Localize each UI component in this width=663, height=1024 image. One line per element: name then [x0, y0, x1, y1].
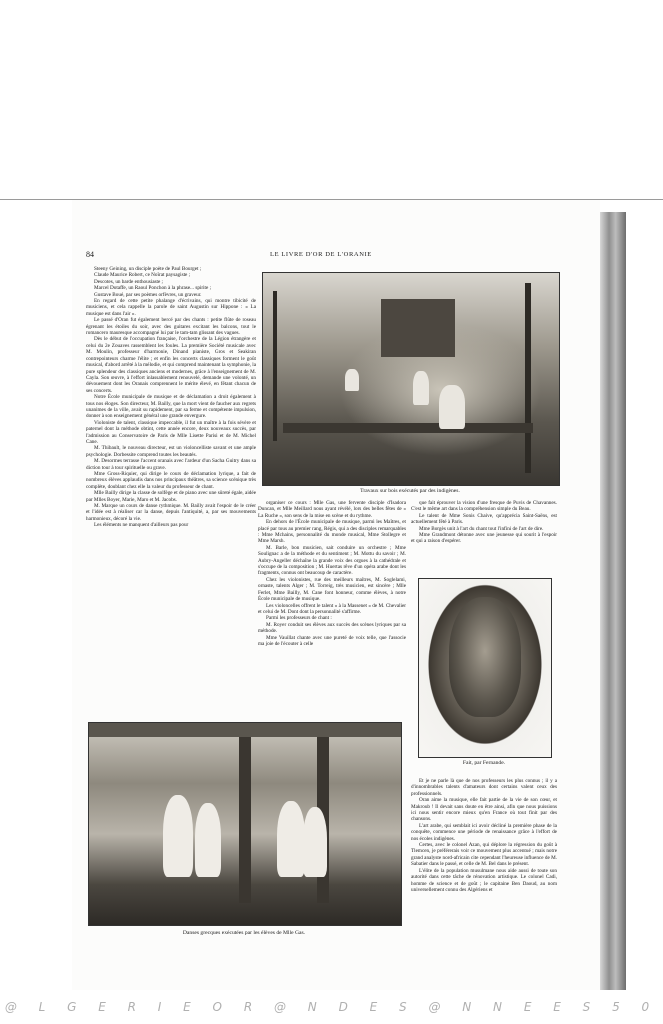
paragraph: L'élite de la population musulmane nous aide aussi de toute son autorité dans cette tâche de rénovation artistique. Le colonel Cadi, homme de science et de goût ; le capitaine Ben Daoud, au nom universellement connu des Algériens et	[411, 867, 557, 893]
photo-greek-dances	[88, 722, 402, 926]
paragraph: Mme Vauillat chante avec une pureté de voix telle, que l'associe ma joie de l'écouter à celle	[258, 634, 406, 647]
photo-detail	[163, 795, 193, 877]
paragraph: M. Royer conduit ses élèves aux succès des scènes lyriques par sa méthode.	[258, 621, 406, 635]
paragraph: L'art arabe, qui semblait ici avoir décliné la première phase de la conquête, commence une période de renaissance grâce à l'effort de nos écoles indigènes.	[411, 822, 557, 842]
photo-caption: Danses grecques exécutées par les élèves de Mlle Gas.	[182, 930, 306, 936]
paragraph: Les éléments ne manquent d'ailleurs pas pour	[94, 522, 189, 529]
paragraph: Mme Borgès unit à l'art du chant tout l'infini de l'art de dire.	[419, 525, 544, 532]
photo-detail	[439, 385, 465, 429]
photo-detail	[239, 733, 251, 903]
text-column-right-top	[411, 500, 557, 572]
text-column-right-bottom	[411, 778, 557, 978]
paragraph: Chez les violonistes, rue des meilleurs maîtres, M. Soglelami, ornaste, talents Alger ; M. Torreig, très musicien, est sincère ; Mlle Ferlet, Mme Bailly, M. Cane font honneur, comme élèves, à notre École municipale de musique.	[258, 576, 406, 603]
photo-caption: Travaux sur bois exécutés par des indigènes.	[360, 488, 460, 494]
paragraph: Marcel Dotaffe, un Raoul Ponchon à la phrase... spirite ;	[94, 285, 212, 292]
paragraph: Descotes, un barde enthousiaste ;	[94, 278, 164, 285]
photo-detail	[195, 803, 221, 877]
text-column-left	[86, 266, 256, 728]
watermark-footer: @ L G E R I E O R @ N D E S @ N N E E S 5 0	[4, 1000, 659, 1014]
photo-detail	[413, 371, 429, 405]
photo-detail	[345, 369, 359, 391]
text-column-middle	[258, 500, 406, 730]
paragraph: Certes, avec le colonel Azan, qui déplore la régression du goût à Tlemcen, je préférerais voir ce mouvement plus accentué ; mais notre grand analyste nord-africain cite cependant l'heureuse influence de M. Sabatier dans le passé, et celle de M. Bel dans le présent.	[411, 842, 557, 868]
running-title: LE LIVRE D'OR DE L'ORANIE	[270, 251, 372, 258]
photo-woodwork-workshop	[262, 272, 560, 486]
paragraph: Les violoncelles offrent le talent « à la Massenet » de M. Chevalier et celui de M. Dont dont la personnalité s'affirme.	[258, 602, 406, 615]
photo-portrait	[418, 578, 552, 758]
photo-detail	[273, 291, 277, 441]
paragraph: Et je ne parle là que de nos professeurs les plus connus ; il y a d'innombrables talents d'amateurs dont certains valent ceux des professionnels.	[411, 778, 557, 797]
paragraph: M. Thibault, le nouveau directeur, est un violoncelliste savant et une ample psychologie. Dorbessite comprend toutes les beautés.	[86, 445, 256, 458]
paragraph: En dehors de l'École municipale de musique, parmi les Maîtres, et placé par tous au premier rang, Régis, qui a des disciples remarquables : Mme Mchains, personnalité du monde musical, Mme Stollegre et Mme Marsh.	[258, 519, 406, 545]
paragraph: En regard de cette petite phalange d'écrivains, qui montre tibicité de musiciens, et cela rappelle la parole de saint Augustin sur Hippone : « La musique est dans l'air ».	[86, 298, 256, 317]
photo-caption: Fait, par Fernande.	[462, 760, 506, 766]
paragraph: Dès le début de l'occupation française, l'orchestre de la Légion étrangère et celui du 2e Zouaves rassemblent les foules. La première Société musicale avec M. Moulin, professeur d'harmonie, Dinand pianiste, Gros et Seakiran contrepointeurs charme l'élite ; et enfin les concerts classiques forment le goût musical, d'abord arrêté à la mélodie, et qui comprend maintenant la symphonie, la pure splendeur des classiques anciens et modernes, grâce à l'enseignement de M. Cayla. Son œuvre, à l'effort inlassablement renouvelé, demande une volonté, un dévouement dont les Oranais comprennent le mérite élevé, en fêtant chacun de ses concerts.	[86, 336, 256, 394]
paragraph: Gustave Boué, par ses poèmes orfèvres, un graveur.	[94, 291, 202, 298]
paragraph: Oran aime la musique, elle fait partie de la vie de son cœur, et Makroub ! Il devait sans doute en être ainsi, afin que nous puissions ici nous sentir encore mieux qu'en France où tout finit par des chansons.	[411, 797, 557, 823]
paragraph: que fait éprouver la vision d'une fresque de Puvis de Chavannes. C'est le même art dans la compréhension simple du Beau.	[411, 500, 557, 513]
page-number: 84	[86, 250, 94, 259]
paragraph: Claude Maurice Robert, ce Noîrat paysagiste ;	[94, 272, 191, 279]
photo-detail	[89, 723, 401, 737]
paragraph: Mme Grandmont détonne avec une jeunesse qui sourit à l'espoir et qui a raison d'espérer.	[411, 532, 557, 545]
book-binding-shadow	[600, 212, 626, 990]
photo-detail	[525, 283, 531, 473]
photo-detail	[381, 299, 455, 357]
paragraph: Steeny Geining, un disciple poète de Paul Bourget ;	[94, 266, 202, 272]
paragraph: Mme Gross-Riquier, qui dirige le cours de déclamation lyrique, a fait de nombreux élèves applaudis dans nos principaux théâtres, sa science scénique très complète, doublant chez elle la valeur du professeur de chant.	[86, 471, 256, 490]
paragraph: Le talent de Mme Sonis Chaive, qu'apprécia Saint-Saëns, est actuellement fêté à Paris.	[411, 512, 557, 526]
photo-detail	[277, 801, 305, 877]
paragraph: Mlle Bailly dirige la classe de solfège et de piano avec une sûreté égale, aidée par Mlles Boyer, Marie, Maro et M. Jacobs.	[86, 490, 256, 503]
paragraph: organiser ce cours : Mlle Gas, une fervente disciple d'Isadora Duncan, et Mlle Meillard nous ayant révélé, lors des belles fêtes de « La Ruche », son sens de la mise en scène et du rythme.	[258, 500, 406, 519]
paragraph: Violoniste de talent, classique impeccable, il fut un maître à la fois sévère et paternel dont la méthode obtint, cette année encore, deux nouveaux succès, par l'admission au Conservatoire de Paris de Mlle Lisette Parisi et de M. Michel Cane.	[86, 419, 256, 445]
paragraph: M. Marque un cours de danse rythmique. M. Bailly avait l'espoir de le créer et l'idée est à réaliser car la danse, depuis l'antiquité, a, par ses mouvements harmonieux, décoré la vie.	[86, 503, 256, 522]
paragraph: M. Desormes terrasse l'accent oranais avec l'ardeur d'un Sacha Guitry dans sa diction tour à tour spirituelle ou grave.	[86, 458, 256, 471]
paragraph: M. Barle, bon musicien, sait conduire un orchestre ; Mme Soulignac a de la méthode et du sentiment ; M. Mottu du savoir ; M. Aubry-Angeller déchaîne la grande voix des orgues à la cathédrale et s'occupe de la composition ; M. Huertas rêve d'un opéra arabe dont les fragments, connus ont beaucoup de caractère.	[258, 544, 406, 577]
paragraph: Parmi les professeurs de chant :	[266, 615, 332, 622]
portrait-face	[449, 597, 521, 717]
photo-detail	[283, 423, 533, 433]
paragraph: Notre École municipale de musique et de déclamation a droit également à tous nos éloges. Son directeur, M. Bailly, que la mort vient de faucher aux regrets unanimes de la ville, avait su rapidement, par sa ferme et compétente impulsion, donner à son enseignement général une grande envergure.	[86, 394, 256, 420]
paragraph: Le passé d'Oran fut également bercé par des chants : petite flûte de roseau égrenant les étoiles du soir, avec des guitares excitant les balcons, tout le romancero mauresque accompagné lui par le tam-tam glissant des vagues.	[86, 317, 256, 337]
photo-detail	[303, 807, 327, 877]
